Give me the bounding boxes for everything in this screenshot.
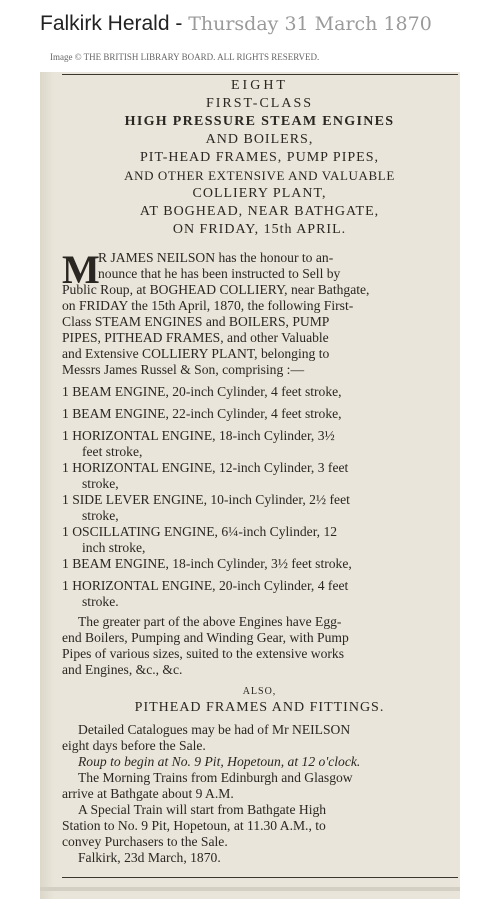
body-line: Pipes of various sizes, suited to the extensive works [62,646,345,661]
item-line: 1 BEAM ENGINE, 18-inch Cylinder, 3½ feet stroke, [62,556,352,571]
heading-line: AND BOILERS, [205,132,314,147]
item-line: 1 HORIZONTAL ENGINE, 20-inch Cylinder, 4 feet [62,578,349,593]
item-line: 1 SIDE LEVER ENGINE, 10-inch Cylinder, 2½ feet [62,492,350,507]
closing-line: eight days before the Sale. [62,738,206,753]
heading-line: EIGHT [231,78,288,93]
intro-line: on FRIDAY the 15th April, 1870, the following First- [62,298,354,313]
intro-line: and Extensive COLLIERY PLANT, belonging to [62,346,330,361]
item-line: stroke, [82,476,119,491]
closing-line: A Special Train will start from Bathgate High [78,802,327,817]
title-separator: - [169,12,189,35]
cut-off-text-strip [40,887,460,891]
item-line: inch stroke, [82,540,146,555]
drop-cap: M [62,247,100,292]
issue-date: Thursday 31 March 1870 [188,13,432,35]
item-line: stroke. [82,594,119,609]
intro-line: Class STEAM ENGINES and BOILERS, PUMP [62,314,330,329]
item-line: feet stroke, [82,444,143,459]
intro-line: Messrs James Russel & Son, comprising :— [62,362,305,377]
newspaper-clipping [40,72,460,899]
closing-line: convey Purchasers to the Sale. [62,834,228,849]
pithead-heading: PITHEAD FRAMES AND FITTINGS. [134,700,385,715]
page-header [0,0,500,72]
body-line: end Boilers, Pumping and Winding Gear, with Pump [62,630,349,645]
heading-line: COLLIERY PLANT, [192,186,327,201]
body-line: The greater part of the above Engines have Egg- [78,614,342,629]
closing-line: arrive at Bathgate about 9 A.M. [62,786,234,801]
heading-line: HIGH PRESSURE STEAM ENGINES [124,114,395,129]
heading-line: AND OTHER EXTENSIVE AND VALUABLE [124,168,395,183]
copyright-notice: Image © THE BRITISH LIBRARY BOARD. ALL RIGHTS RESERVED. [50,52,320,62]
intro-line: Public Roup, at BOGHEAD COLLIERY, near Bathgate, [62,282,370,297]
body-line: and Engines, &c., &c. [62,662,183,677]
heading-line: FIRST-CLASS [205,96,314,111]
item-line: 1 BEAM ENGINE, 20-inch Cylinder, 4 feet stroke, [62,384,342,399]
newspaper-name: Falkirk Herald [40,12,170,35]
heading-line: PIT-HEAD FRAMES, PUMP PIPES, [140,150,379,165]
top-rule [62,74,458,75]
heading-line: AT BOGHEAD, NEAR BATHGATE, [139,204,380,219]
item-line: stroke, [82,508,119,523]
closing-line: Falkirk, 23d March, 1870. [78,850,221,865]
item-line: 1 HORIZONTAL ENGINE, 18-inch Cylinder, 3½ [62,428,335,443]
item-line: 1 HORIZONTAL ENGINE, 12-inch Cylinder, 3 feet [62,460,349,475]
intro-line: nounce that he has been instructed to Sell by [98,266,341,281]
item-line: 1 OSCILLATING ENGINE, 6¼-inch Cylinder, 12 [62,524,338,539]
closing-line: The Morning Trains from Edinburgh and Glasgow [78,770,353,785]
heading-line: ON FRIDAY, 15th APRIL. [172,222,347,237]
bottom-rule [62,877,458,878]
intro-line: R JAMES NEILSON has the honour to an- [98,250,334,265]
item-line: 1 BEAM ENGINE, 22-inch Cylinder, 4 feet stroke, [62,406,342,421]
closing-line: Station to No. 9 Pit, Hopetoun, at 11.30 A.M., to [62,818,326,833]
closing-line: Roup to begin at No. 9 Pit, Hopetoun, at 12 o'clock. [78,754,361,769]
also-label: ALSO, [242,686,277,697]
page-title [40,11,432,37]
closing-line: Detailed Catalogues may be had of Mr NEILSON [78,722,351,737]
intro-line: PIPES, PITHEAD FRAMES, and other Valuable [62,330,329,345]
